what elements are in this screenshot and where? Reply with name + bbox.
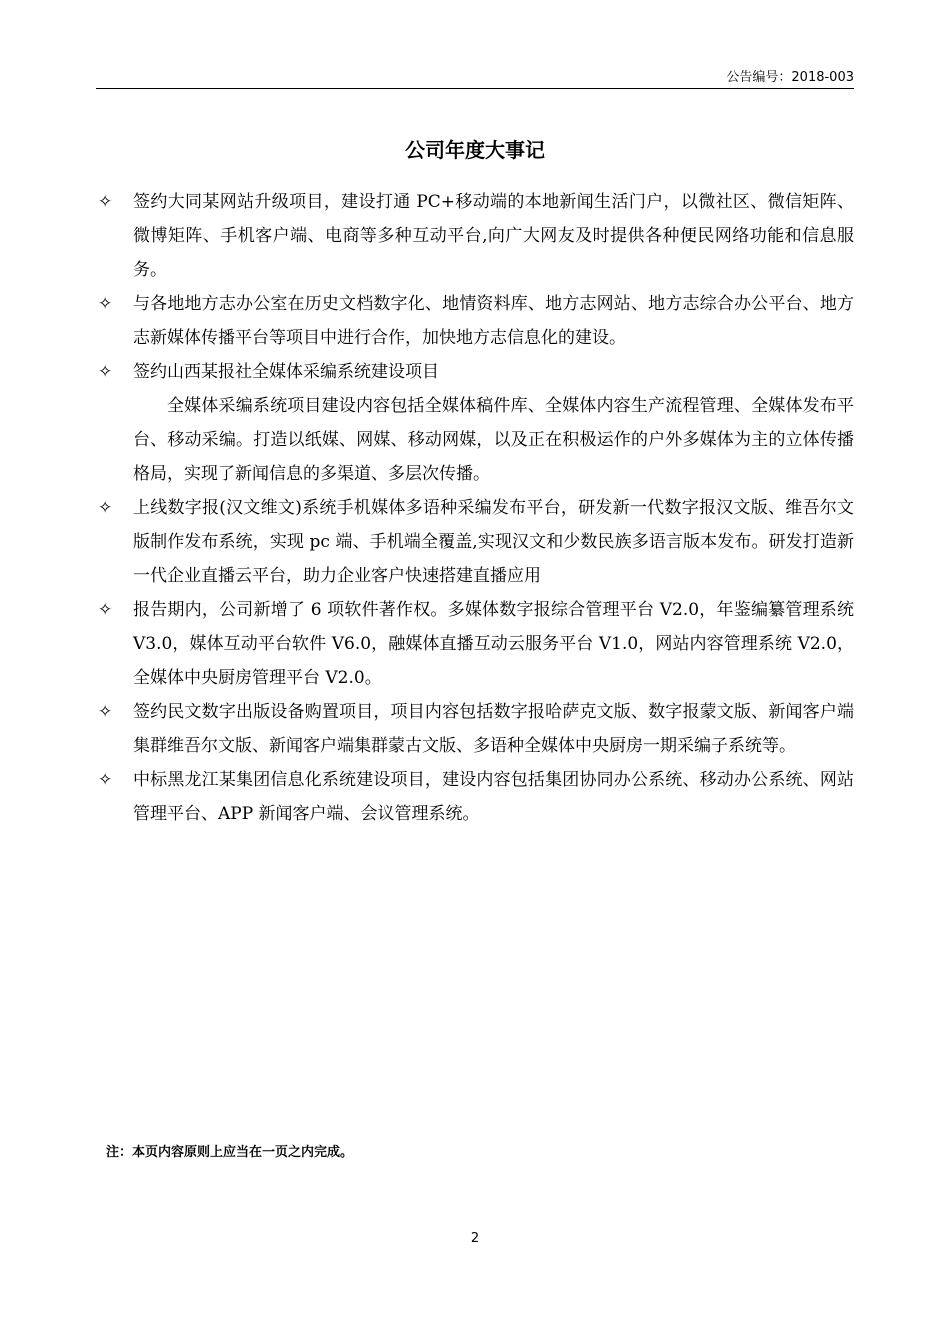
list-item-text: 签约大同某网站升级项目，建设打通 PC+移动端的本地新闻生活门户，以微社区、微信矩阵、微博矩阵、手机客户端、电商等多种互动平台,向广大网友及时提供各种便民网络功能和信息服务。 [133,192,854,280]
sub-paragraph: 全媒体采编系统项目建设内容包括全媒体稿件库、全媒体内容生产流程管理、全媒体发布平台、移动采编。打造以纸媒、网媒、移动网媒，以及正在积极运作的户外多媒体为主的立体传播格局，实现了新闻信息的多渠道、多层次传播。 [133,396,854,484]
events-list [96,185,854,831]
list-item [96,695,854,763]
diamond-star-icon: ✧ [98,192,113,212]
announcement-number: 公告编号：2018-003 [726,70,854,85]
diamond-star-icon: ✧ [98,498,113,518]
diamond-star-icon: ✧ [98,294,113,314]
list-item [96,355,854,389]
list-item-text: 签约山西某报社全媒体采编系统建设项目 [133,362,439,382]
list-item [96,593,854,695]
list-item-text: 中标黑龙江某集团信息化系统建设项目，建设内容包括集团协同办公系统、移动办公系统、网站管理平台、APP 新闻客户端、会议管理系统。 [133,770,854,824]
list-item [96,763,854,831]
list-item [96,491,854,593]
header-divider [96,88,854,89]
diamond-star-icon: ✧ [98,770,113,790]
list-item-text: 报告期内，公司新增了 6 项软件著作权。多媒体数字报综合管理平台 V2.0，年鉴编纂管理系统 V3.0，媒体互动平台软件 V6.0，融媒体直播互动云服务平台 V1.0，网站内容管理系统 V2.0，全媒体中央厨房管理平台 V2.0。 [133,600,854,688]
footer-note: 注：本页内容原则上应当在一页之内完成。 [106,1145,354,1160]
list-item [96,185,854,287]
diamond-star-icon: ✧ [98,362,113,382]
list-item-text: 签约民文数字出版设备购置项目，项目内容包括数字报哈萨克文版、数字报蒙文版、新闻客户端集群维吾尔文版、新闻客户端集群蒙古文版、多语种全媒体中央厨房一期采编子系统等。 [133,702,854,756]
list-item-text: 上线数字报(汉文维文)系统手机媒体多语种采编发布平台，研发新一代数字报汉文版、维吾尔文版制作发布系统，实现 pc 端、手机端全覆盖,实现汉文和少数民族多语言版本发布。研发打造新一代企业直播云平台，助力企业客户快速搭建直播应用 [133,498,854,586]
page-number: 2 [470,1231,480,1246]
diamond-star-icon: ✧ [98,600,113,620]
diamond-star-icon: ✧ [98,702,113,722]
page-title: 公司年度大事记 [405,138,545,162]
list-item-text: 与各地地方志办公室在历史文档数字化、地情资料库、地方志网站、地方志综合办公平台、地方志新媒体传播平台等项目中进行合作，加快地方志信息化的建设。 [133,294,854,348]
list-item [96,287,854,355]
